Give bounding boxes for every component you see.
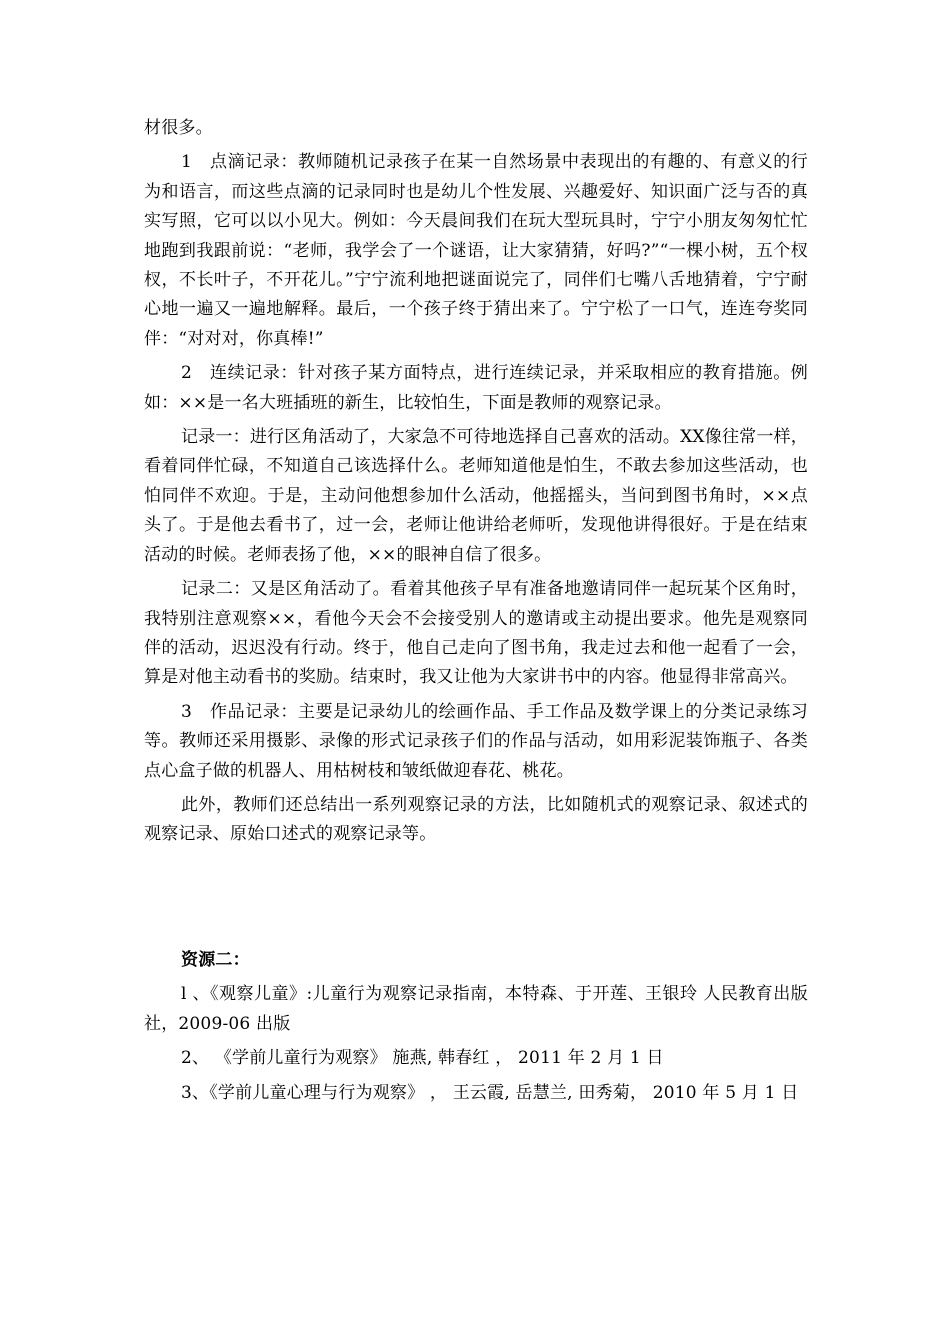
paragraph-work-record: 3 作品记录：主要是记录幼儿的绘画作品、手工作品及数学课上的分类记录练习等。教师还采用摄影、录像的形式记录孩子们的作品与活动，如用彩泥装饰瓶子、各类点心盒子做的机器人、用枯树枝和皱纸做迎春花、桃花。	[144, 701, 808, 781]
resource-item: 2、 《学前儿童行为观察》 施燕, 韩春红 ， 2011 年 2 月 1 日	[181, 1048, 664, 1069]
resources-section	[144, 946, 808, 1113]
paragraph-record-two: 记录二：又是区角活动了。看着其他孩子早有准备地邀请同伴一起玩某个区角时，我特别注意观察××，看他今天会不会接受别人的邀请或主动提出要求。他先是观察同伴的活动，迟迟没有行动。终于，他自己走向了图书角，我走过去和他一起看了一会，算是对他主动看书的奖励。结束时，我又让他为大家讲书中的内容。他显得非常高兴。	[144, 579, 808, 688]
paragraph-continuous-record: 2 连续记录：针对孩子某方面特点，进行连续记录，并采取相应的教育措施。例如：××是一名大班插班的新生，比较怕生，下面是教师的观察记录。	[144, 363, 808, 413]
document-body	[144, 114, 808, 855]
paragraph-summary: 此外，教师们还总结出一系列观察记录的方法，比如随机式的观察记录、叙述式的观察记录、原始口述式的观察记录等。	[144, 794, 808, 845]
resource-item: 3、《学前儿童心理与行为观察》 ， 王云霞, 岳慧兰, 田秀菊， 2010 年 5 月 1 日	[181, 1082, 799, 1103]
paragraph-point-record: 1 点滴记录：教师随机记录孩子在某一自然场景中表现出的有趣的、有意义的行为和语言，而这些点滴的记录同时也是幼儿个性发展、兴趣爱好、知识面广泛与否的真实写照，它可以以小见大。例如：今天晨间我们在玩大型玩具时，宁宁小朋友匆匆忙忙地跑到我跟前说：“老师，我学会了一个谜语，让大家猜猜，好吗?”“一棵小树，五个杈杈，不长叶子，不开花儿。”宁宁流利地把谜面说完了，同伴们七嘴八舌地猜着，宁宁耐心地一遍又一遍地解释。最后，一个孩子终于猜出来了。宁宁松了一口气，连连夸奖同伴：“对对对，你真棒!”	[144, 152, 808, 349]
paragraph-continuation: 材很多。	[144, 118, 213, 138]
resource-item: l 、《观察儿童》:儿童行为观察记录指南，本特森、于开莲、王银玲 人民教育出版社，2009-06 出版	[144, 984, 808, 1034]
resources-heading: 资源二：	[181, 950, 250, 970]
paragraph-record-one: 记录一：进行区角活动了，大家急不可待地选择自己喜欢的活动。XX像往常一样，看着同伴忙碌，不知道自己该选择什么。老师知道他是怕生，不敢去参加这些活动，也怕同伴不欢迎。于是，主动问他想参加什么活动，他摇摇头，当问到图书角时，××点头了。于是他去看书了，过一会，老师让他讲给老师听，发现他讲得很好。于是在结束活动的时候。老师表扬了他，××的眼神自信了很多。	[144, 427, 808, 565]
